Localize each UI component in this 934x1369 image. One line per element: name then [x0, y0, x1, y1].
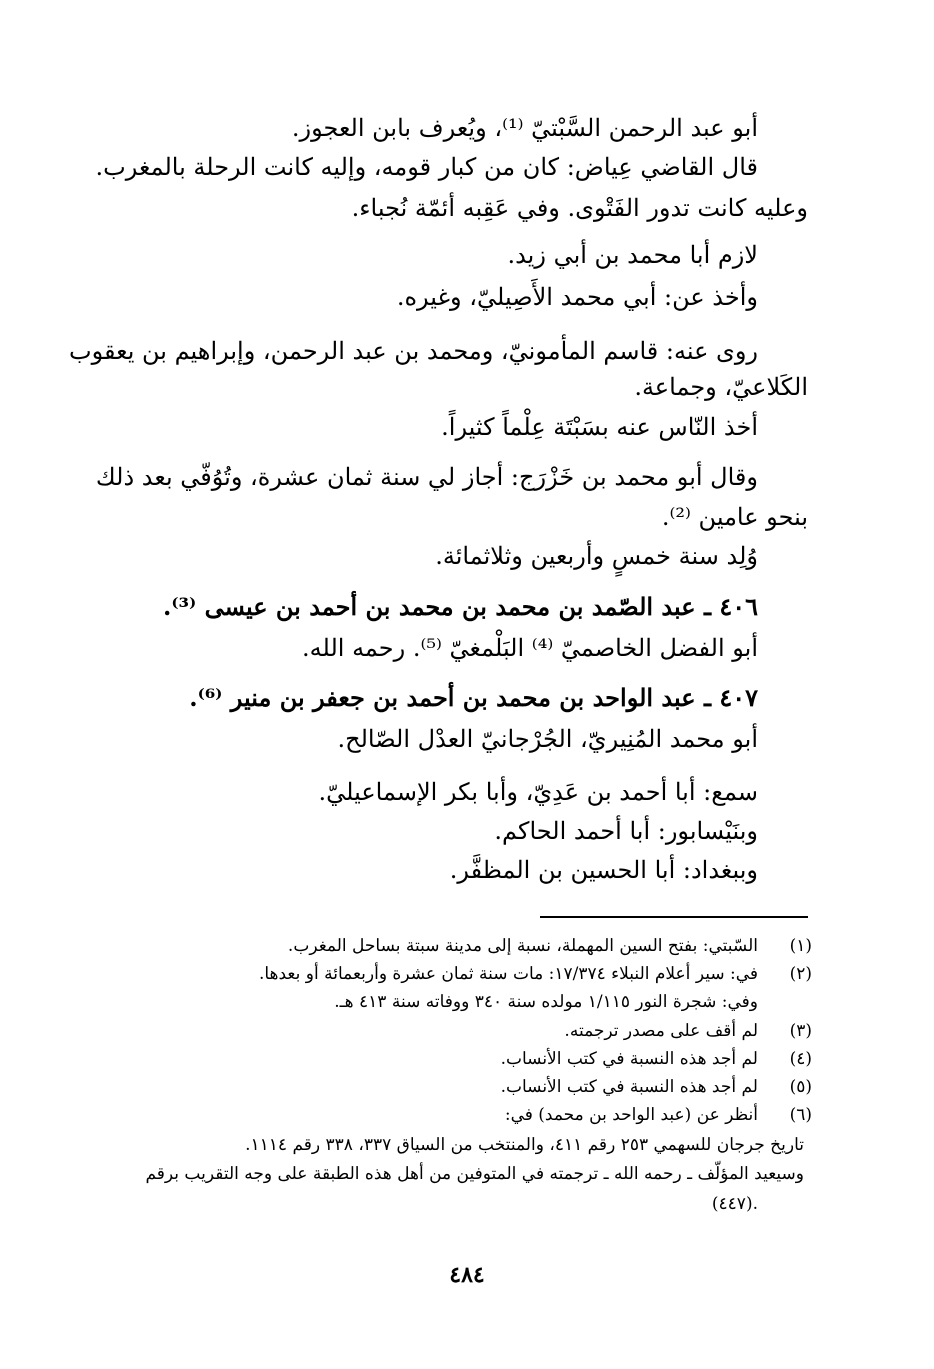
body-line: قال القاضي عِياض: كان من كبار قومه، وإليه كانت الرحلة بالمغرب.: [95, 153, 758, 181]
footnote-text: وسيعيد المؤلّف ـ رحمه الله ـ ترجمته في المتوفين من أهل هذه الطبقة على وجه التقريب برقم: [145, 1164, 804, 1184]
footnote-number: (٤): [789, 1049, 812, 1069]
page-number: ٤٨٤: [449, 1262, 485, 1288]
entry-406-line: أبو الفضل الخاصميّ ⁽⁴⁾ البَلْمغيّ ⁽⁵⁾. رحمه الله.: [302, 634, 758, 662]
footnote-number: (١): [789, 936, 812, 956]
entry-406-title: ٤٠٦ ـ عبد الصّمد بن محمد بن محمد بن أحمد بن عيسى ⁽³⁾.: [163, 592, 758, 621]
footnote-number: (٢): [789, 964, 812, 984]
body-line: الكَلاعيّ، وجماعة.: [634, 373, 808, 401]
body-line: روى عنه: قاسم المأمونيّ، ومحمد بن عبد الرحمن، وإبراهيم بن يعقوب: [68, 337, 758, 365]
footnote-separator: [540, 916, 808, 918]
footnote-text: لم أجد هذه النسبة في كتب الأنساب.: [500, 1049, 758, 1069]
footnote-text: في: سير أعلام النبلاء ١٧/٣٧٤: مات سنة ثمان عشرة وأربعمائة أو بعدها.: [258, 964, 758, 984]
footnote-text: أنظر عن (عبد الواحد بن محمد) في:: [504, 1105, 758, 1125]
footnote-text: لم أقف على مصدر ترجمته.: [564, 1021, 758, 1041]
footnote-text: (٤٤٧).: [711, 1194, 758, 1214]
entry-407-title: ٤٠٧ ـ عبد الواحد بن محمد بن أحمد بن جعفر بن منير ⁽⁶⁾.: [189, 683, 758, 712]
footnote-number: (٦): [789, 1105, 812, 1125]
footnote-number: (٣): [789, 1021, 812, 1041]
body-line: أبو عبد الرحمن السَّبْتيّ ⁽¹⁾، ويُعرف بابن العجوز.: [291, 114, 758, 142]
body-line: وأخذ عن: أبي محمد الأَصِيليّ، وغيره.: [396, 283, 758, 311]
body-line: أخذ النّاس عنه بسَبْتَة عِلْماً كثيراً.: [441, 413, 758, 441]
footnote-number: (٥): [789, 1077, 812, 1097]
entry-407-heard: سمع: أبا أحمد بن عَدِيّ، وأبا بكر الإسماعيليّ.: [318, 778, 758, 806]
footnote-text: لم أجد هذه النسبة في كتب الأنساب.: [500, 1077, 758, 1097]
footnote-text: وفي: شجرة النور ١/١١٥ مولده سنة ٣٤٠ ووفاته سنة ٤١٣ هـ.: [334, 992, 758, 1012]
footnote-text: تاريخ جرجان للسهمي ٢٥٣ رقم ٤١١، والمنتخب من السياق ٣٣٧، ٣٣٨ رقم ١١١٤.: [245, 1135, 804, 1155]
body-line: وقال أبو محمد بن خَزْرَج: أجاز لي سنة ثمان عشرة، وتُوُفّي بعد ذلك: [95, 463, 758, 491]
body-line: وُلِد سنة خمسٍ وأربعين وثلاثمائة.: [435, 542, 758, 570]
footnote-text: السّبتي: بفتح السين المهملة، نسبة إلى مدينة سبتة بساحل المغرب.: [287, 936, 758, 956]
body-line: وعليه كانت تدور الفَتْوى. وفي عَقِبه أئمّة نُجباء.: [351, 194, 808, 222]
body-line: بنحو عامين ⁽²⁾.: [661, 503, 808, 531]
entry-407-heard: وبنَيْسابور: أبا أحمد الحاكم.: [494, 817, 758, 845]
entry-407-line: أبو محمد المُنِيريّ، الجُرْجانيّ العدْل الصّالح.: [337, 725, 758, 753]
body-line: لازم أبا محمد بن أبي زيد.: [507, 241, 758, 269]
entry-407-heard: وببغداد: أبا الحسين بن المظفَّر.: [449, 856, 758, 884]
